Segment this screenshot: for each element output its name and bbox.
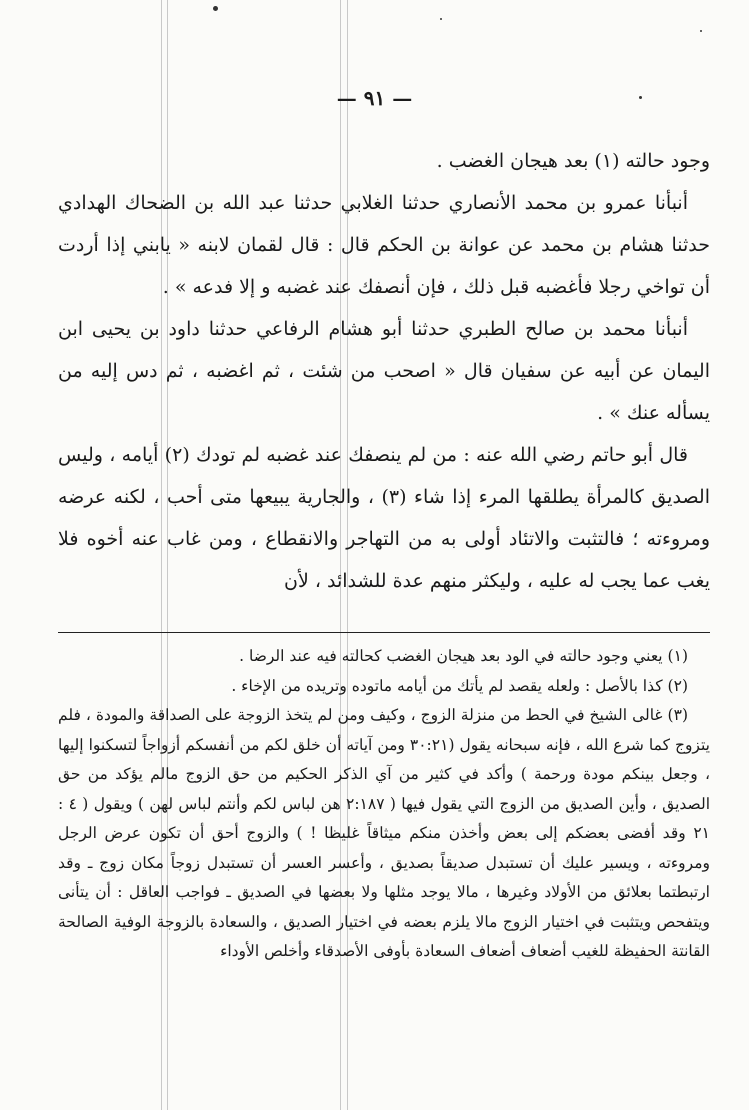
footnote-divider xyxy=(58,632,710,633)
paragraph: قال أبو حاتم رضي الله عنه : من لم ينصفك عند غضبه لم تودك (٢) أيامه ، وليس الصديق كالمرأة يطلقها المرء إذا شاء (٣) ، والجارية يبيعها متى أحب ، لكنه عرضه ومروءته ؛ فالتثبت والاتئاد أولى به من التهاجر والانقطاع ، ومن غاب عنه أخوه فلا يغب عما يجب له عليه ، وليكثر منهم عدة للشدائد ، لأن xyxy=(58,444,710,592)
page-number: — ٩١ — xyxy=(336,86,413,110)
scan-speck xyxy=(213,6,218,11)
scan-speck xyxy=(700,30,702,32)
footnote: (١) يعني وجود حالته في الود بعد هيجان الغضب كحالته فيه عند الرضا . xyxy=(239,647,688,665)
paragraph: أنبأنا عمرو بن محمد الأنصاري حدثنا الغلابي حدثنا عبد الله بن الضحاك الهدادي حدثنا هشام بن محمد عن عوانة بن الحكم قال : قال لقمان لابنه « يابني إذا أردت أن تواخي رجلا فأغضبه قبل ذلك ، فإن أنصفك عند غضبه و إلا فدعه » . xyxy=(58,192,710,298)
main-text xyxy=(58,140,710,602)
paragraph: أنبأنا محمد بن صالح الطبري حدثنا أبو هشام الرفاعي حدثنا داود بن يحيى ابن اليمان عن أبيه عن سفيان قال « اصحب من شئت ، ثم اغضبه ، ثم دس إليه من يسأله عنك » . xyxy=(58,318,710,424)
footnote: (٣) غالى الشيخ في الحط من منزلة الزوج ، وكيف ومن لم يتخذ الزوجة على الصداقة والمودة ، فلم يتزوج كما شرع الله ، فإنه سبحانه يقول (٣٠:٢١ ومن آياته أن خلق لكم من أنفسكم أزواجاً لتسكنوا إليها ، وجعل بينكم مودة ورحمة ) وأكد في كثير من آي الذكر الحكيم من حق الزوج مالم يؤكد من حق الصديق ، وأين الصديق من الزوج التي يقول فيها ( ٢:١٨٧ هن لباس لكم وأنتم لباس لهن ) ويقول ( ٤ : ٢١ وقد أفضى بعضكم إلى بعض وأخذن منكم ميثاقاً غليظا ! ) والزوج أحق أن تكون عرض الرجل ومروءته ، ويسير عليك أن تستبدل صديقاً بصديق ، وأعسر العسر أن تستبدل زوجاً مكان زوج ـ وقد ارتبطتما بعلائق من الأولاد وغيرها ، مالا يوجد مثلها ولا بعضها في الصديق ـ فواجب العاقل : أن يتأنى ويتفحص ويتثبت في اختيار الزوج مالا يلزم بعضه في اختيار الصديق ، والسعادة بالزوجة الوفية الصالحة القانتة الحفيظة للغيب أضعاف أضعاف السعادة بأوفى الأصدقاء وأخلص الأوداء xyxy=(58,706,710,960)
paragraph: وجود حالته (١) بعد هيجان الغضب . xyxy=(436,150,710,172)
footnotes xyxy=(58,642,710,967)
footnote: (٢) كذا بالأصل : ولعله يقصد لم يأتك من أيامه ماتوده وتريده من الإخاء . xyxy=(231,676,688,695)
scan-speck xyxy=(440,18,442,20)
